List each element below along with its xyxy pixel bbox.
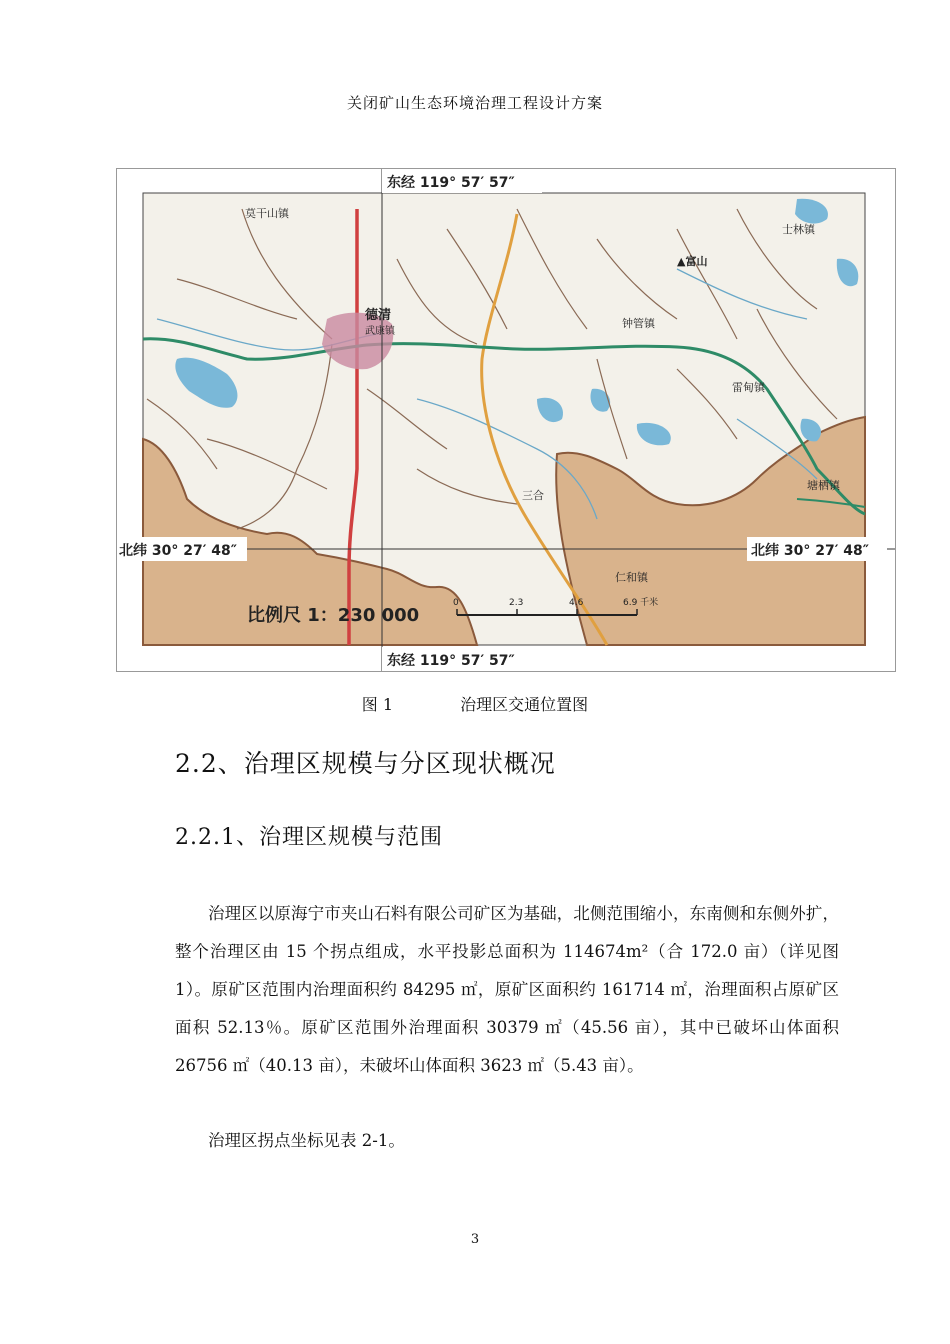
place-renhe: 仁和镇 <box>615 571 648 584</box>
scale-label: 比例尺 1：230 000 <box>247 605 420 626</box>
place-wukang: 武康镇 <box>365 326 395 337</box>
place-shilin: 士林镇 <box>782 223 815 236</box>
map-svg <box>117 169 895 671</box>
section-heading: 2.2、治理区规模与分区现状概况 <box>175 749 556 778</box>
place-deqing: 德清 <box>365 308 392 323</box>
place-leidian: 雷甸镇 <box>732 381 765 394</box>
place-mogan: 莫干山镇 <box>245 207 289 220</box>
figure-title: 治理区交通位置图 <box>460 695 589 714</box>
place-sanhe: 三合 <box>522 489 544 502</box>
figure-number: 图 1 <box>361 695 394 714</box>
coord-bottom: 东经 119° 57′ 57″ <box>387 653 515 669</box>
place-zhongguan: 钟管镇 <box>622 317 655 330</box>
scale-tick-0: 0 <box>453 598 459 608</box>
place-mountain: ▲富山 <box>677 255 708 268</box>
coord-top: 东经 119° 57′ 57″ <box>387 175 515 191</box>
coord-right: 北纬 30° 27′ 48″ <box>751 543 870 559</box>
figure-caption <box>0 692 950 715</box>
scale-tick-1: 2.3 <box>509 598 524 608</box>
body-paragraph-1: 治理区以原海宁市夹山石料有限公司矿区为基础，北侧范围缩小，东南侧和东侧外扩，整个治理区由 15 个拐点组成，水平投影总面积为 114674m²（合 172.0 亩）（详见图 1）。原矿区范围内治理面积约 84295 ㎡，原矿区面积约 161714 ㎡，治理面积占原矿区面积 52.13％。原矿区范围外治理面积 30379 ㎡（45.56 亩），其中已破坏山体面积 26756 ㎡（40.13 亩），未破坏山体面积 3623 ㎡（5.43 亩）。 <box>175 904 839 1075</box>
scale-tick-2: 4.6 <box>569 598 584 608</box>
body-paragraph-2: 治理区拐点坐标见表 2-1。 <box>208 1131 405 1150</box>
coord-left: 北纬 30° 27′ 48″ <box>119 543 238 559</box>
scale-tick-3: 6.9 千米 <box>623 598 659 608</box>
subsection-heading: 2.2.1、治理区规模与范围 <box>175 825 443 850</box>
running-header: 关闭矿山生态环境治理工程设计方案 <box>346 94 603 112</box>
traffic-location-map <box>116 168 896 672</box>
place-tangqi: 塘栖镇 <box>807 479 840 492</box>
page-number: 3 <box>470 1232 480 1247</box>
